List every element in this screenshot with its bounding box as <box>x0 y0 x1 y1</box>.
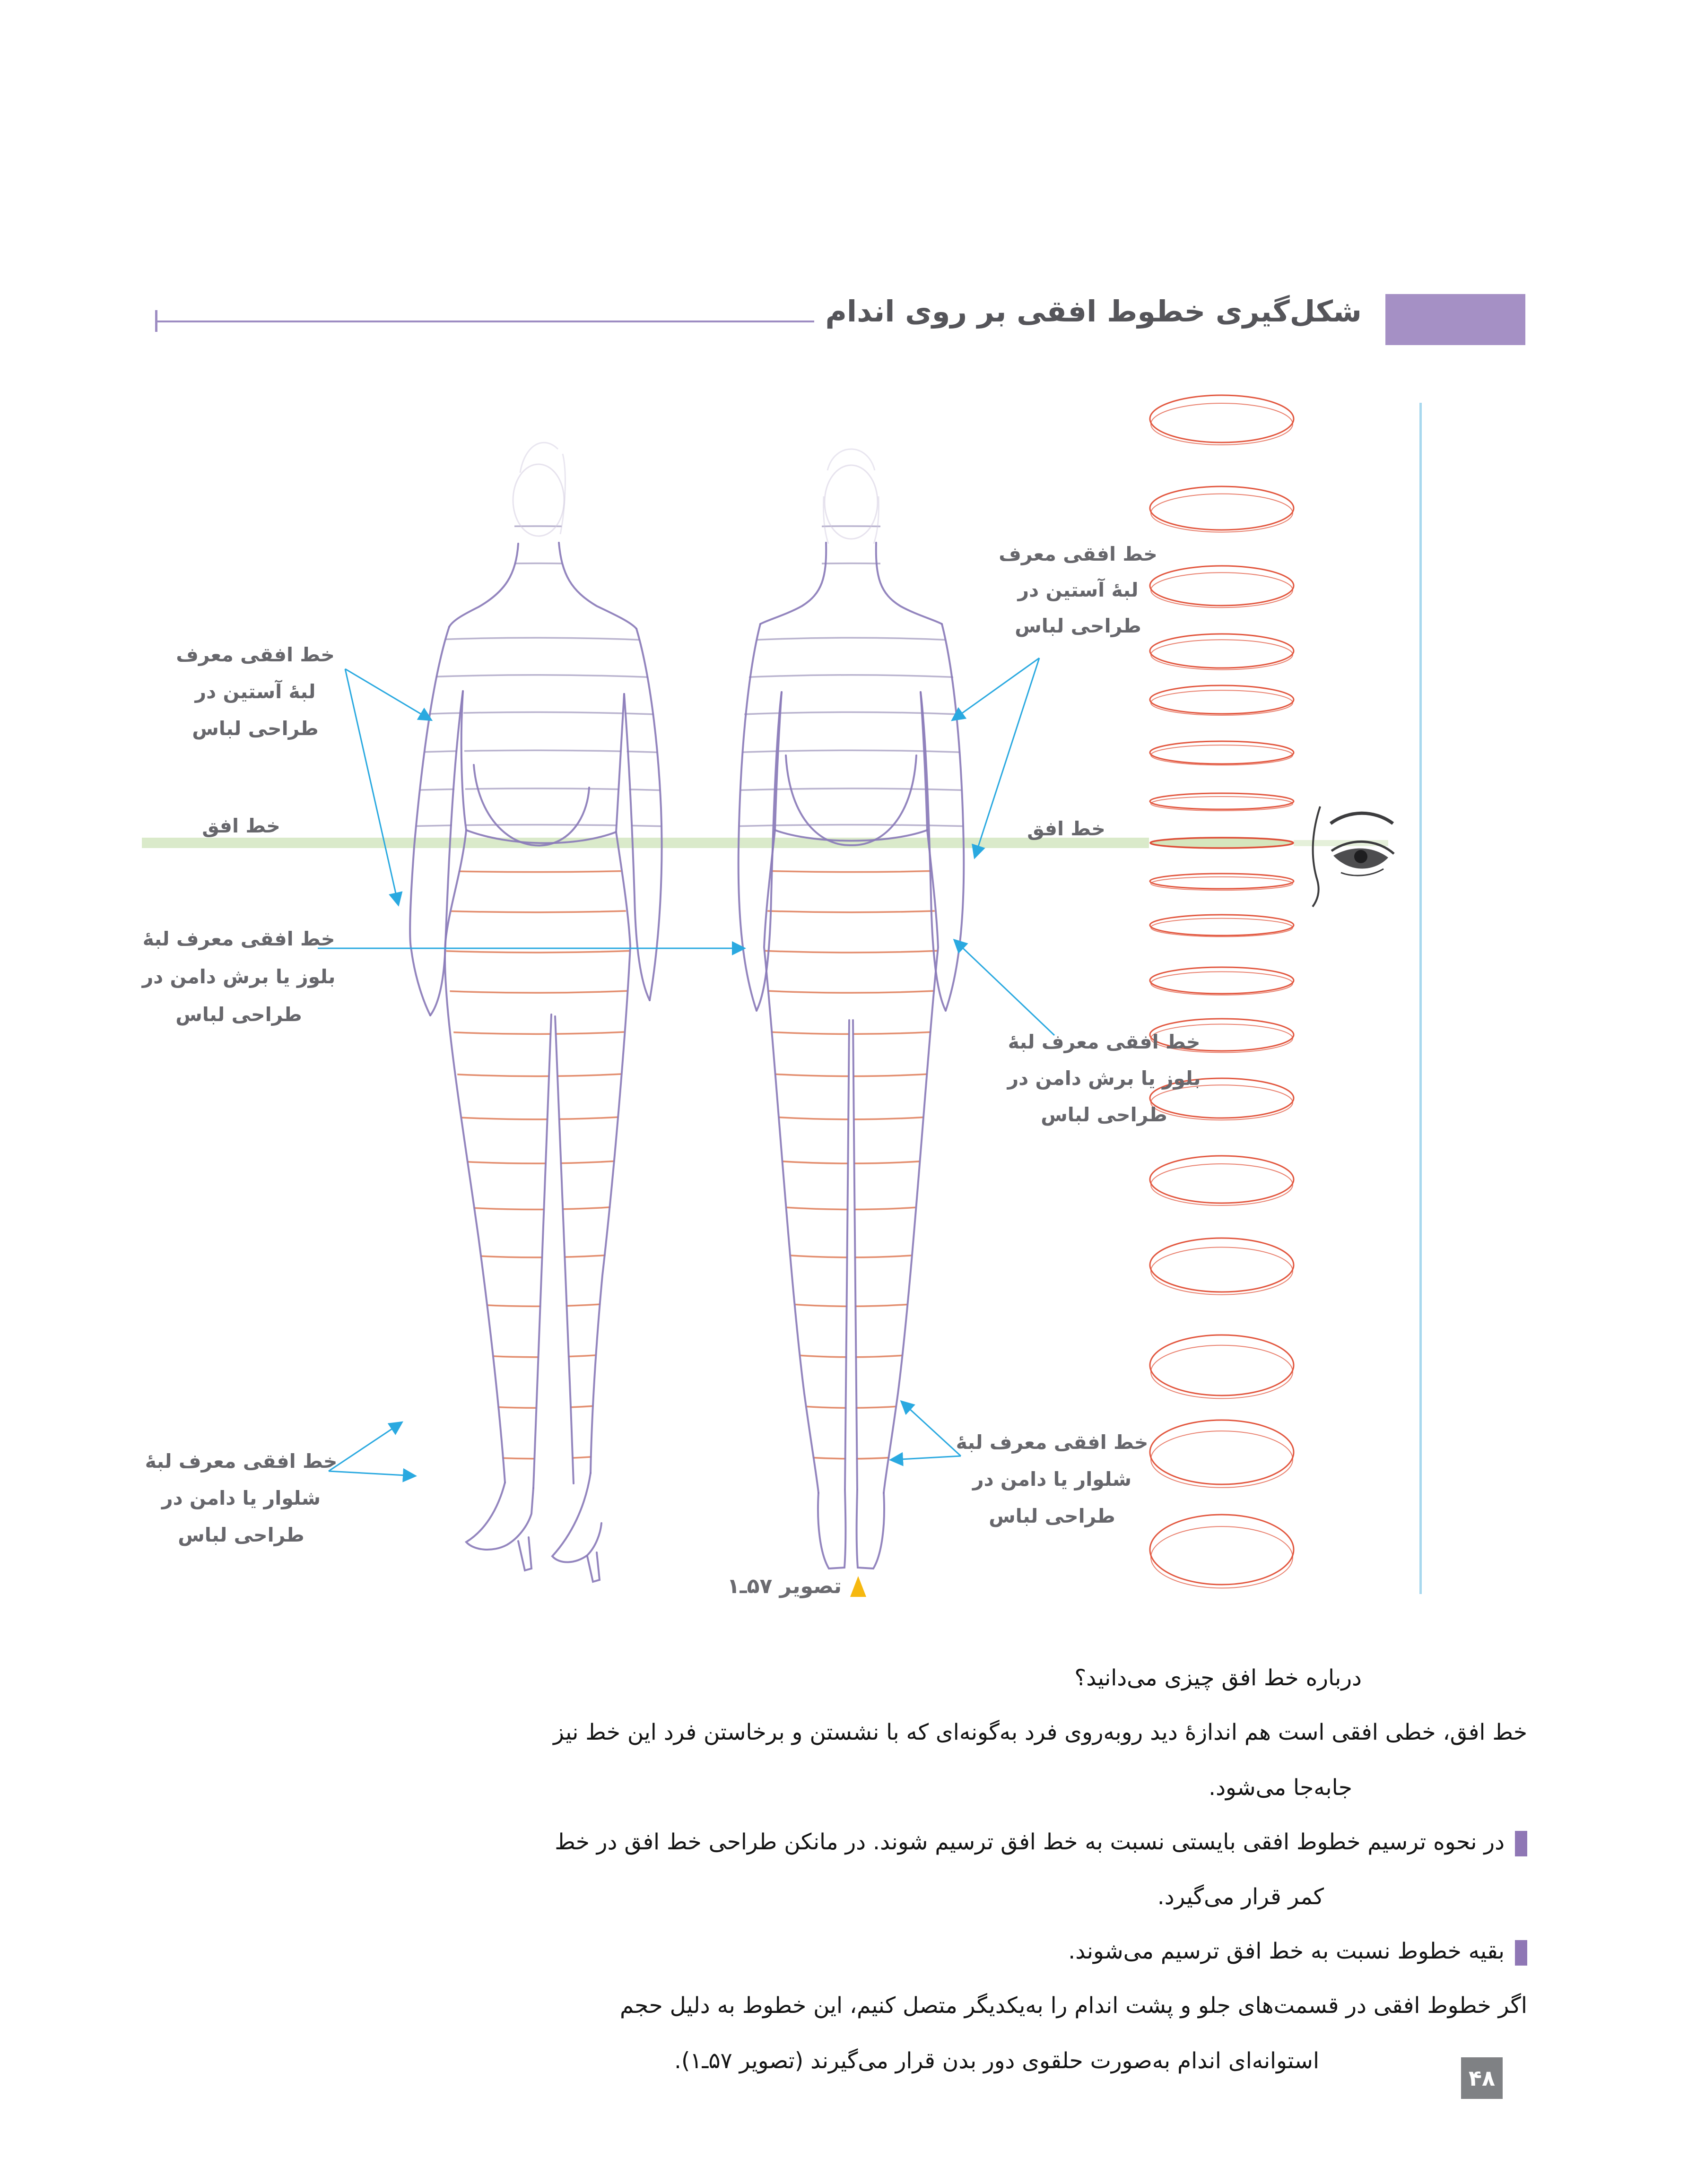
label-line: خط افق <box>1027 817 1105 840</box>
label-line: خط افقی معرف لبهٔ <box>1008 1031 1201 1053</box>
side-rule <box>1419 403 1422 1594</box>
label-line: طراحی لباس <box>1015 615 1141 637</box>
label-horizon-right <box>1007 810 1125 847</box>
body-line: استوانه‌ای اندام به‌صورت حلقوی دور بدن قرار می‌گیرند (تصویر ۵۷ـ۱). <box>674 2048 1319 2074</box>
figure-caption: تصویر ۵۷ـ۱ <box>727 1574 842 1598</box>
label-line: بلوز یا برش دامن در <box>1007 1067 1201 1090</box>
label-line: خط افقی معرف لبهٔ <box>142 927 335 950</box>
page-title: شکل‌گیری خطوط افقی بر روی اندام <box>825 294 1362 329</box>
label-line: طراحی لباس <box>989 1505 1115 1527</box>
label-line: شلوار یا دامن در <box>161 1487 321 1509</box>
body-line: خط افق، خطی افقی است هم اندازهٔ دید روبه‌روی فرد به‌گونه‌ای که با نشستن و برخاستن فرد این خط نیز <box>553 1719 1527 1745</box>
label-sleeve-right <box>974 536 1182 644</box>
body-line: کمر قرار می‌گیرد. <box>1157 1884 1324 1910</box>
eye-icon <box>1313 806 1394 907</box>
body-line: در نحوه ترسیم خطوط افقی بایستی نسبت به خط افق ترسیم شوند. در مانکن طراحی خط افق در خط <box>555 1829 1505 1855</box>
label-line: خط افقی معرف لبهٔ <box>956 1431 1149 1454</box>
body-line: اگر خطوط افقی در قسمت‌های جلو و پشت اندام را به‌یکدیگر متصل کنیم، این خطوط به دلیل حجم <box>620 1993 1527 2019</box>
label-horizon-left <box>184 807 298 844</box>
page-number: ۴۸ <box>1468 2065 1496 2091</box>
label-line: طراحی لباس <box>192 717 319 740</box>
label-line: لبهٔ آستین در <box>1018 579 1139 601</box>
label-blouse-left <box>128 920 350 1033</box>
label-line: خط افق <box>202 815 280 837</box>
label-line: خط افقی معرف لبهٔ <box>145 1450 338 1473</box>
body-question: درباره خط افق چیزی می‌دانید؟ <box>1074 1665 1362 1691</box>
page-number-badge <box>1461 2057 1503 2099</box>
label-sleeve-left <box>161 636 350 747</box>
label-line: طراحی لباس <box>1041 1103 1167 1126</box>
label-pants-right <box>943 1424 1161 1534</box>
label-line: طراحی لباس <box>178 1524 305 1546</box>
label-line: خط افقی معرف <box>999 543 1157 565</box>
bullet-square-icon <box>1515 1831 1527 1856</box>
label-pants-left <box>132 1443 350 1553</box>
label-line: لبهٔ آستین در <box>195 680 316 703</box>
label-line: شلوار یا دامن در <box>972 1468 1132 1491</box>
body-line: جابه‌جا می‌شود. <box>1209 1775 1352 1801</box>
caption-triangle-icon <box>850 1576 866 1597</box>
label-line: خط افقی معرف <box>176 643 335 666</box>
body-line: بقیه خطوط نسبت به خط افق ترسیم می‌شوند. <box>1068 1938 1505 1964</box>
bullet-square-icon <box>1515 1940 1527 1966</box>
body-bullet-item <box>1068 1930 1527 1973</box>
body-bullet-item <box>555 1821 1527 1863</box>
label-line: طراحی لباس <box>175 1003 302 1026</box>
label-blouse-right <box>993 1024 1215 1133</box>
label-line: بلوز یا برش دامن در <box>142 965 336 988</box>
